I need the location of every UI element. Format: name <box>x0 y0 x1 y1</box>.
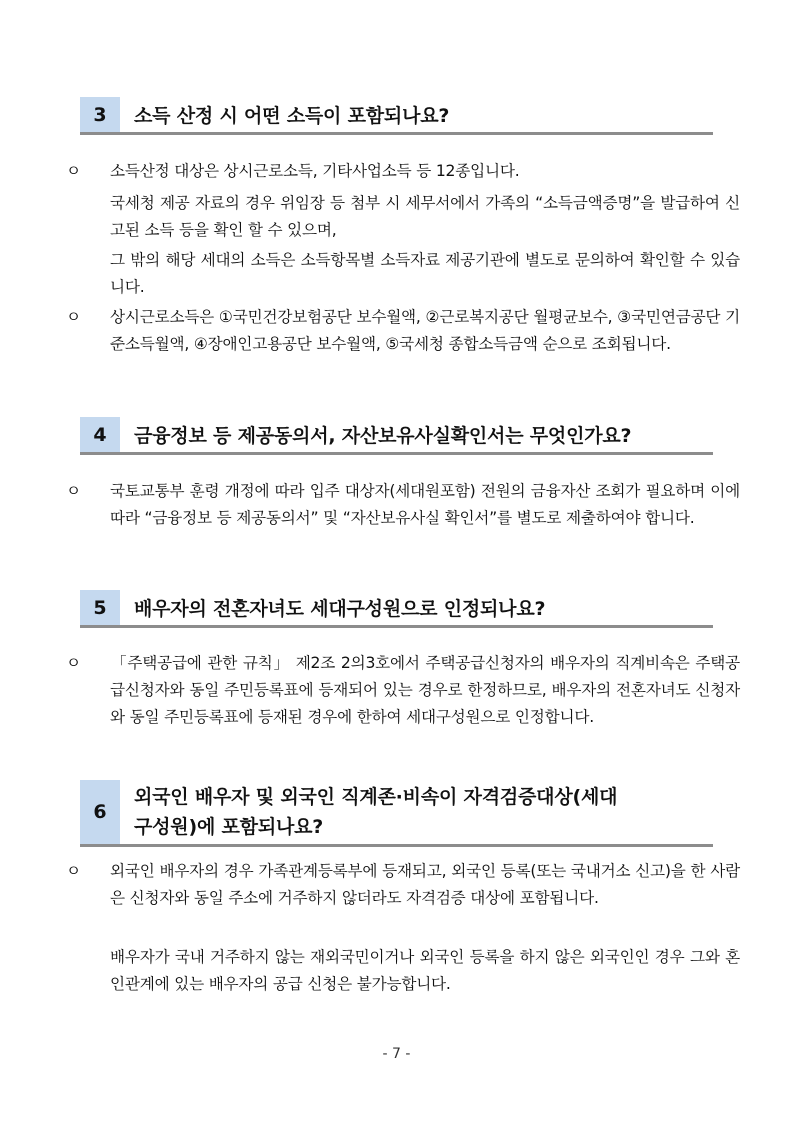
paragraph <box>66 478 740 532</box>
section-title-line-1: 외국인 배우자 및 외국인 직계존·비속이 자격검증대상(세대 <box>134 786 618 808</box>
paragraph-text: 「주택공급에 관한 규칙」 제2조 2의3호에서 주택공급신청자의 배우자의 직계비속은 주택공급신청자와 동일 주민등록표에 등재되어 있는 경우로 한정하므로, 배우자의 전혼자녀도 신청자와 동일 주민등록표에 등재된 경우에 한하여 세대구성원으로 인정합니다. <box>110 654 740 726</box>
section-3-header <box>80 97 713 135</box>
section-4-header <box>80 417 713 455</box>
section-6-header <box>80 780 713 847</box>
paragraph <box>66 858 740 912</box>
section-title: 금융정보 등 제공동의서, 자산보유사실확인서는 무엇인가요? <box>134 425 632 447</box>
bullet: ㅇ <box>66 482 81 500</box>
paragraph <box>66 304 740 358</box>
bullet: ㅇ <box>66 308 81 326</box>
section-title <box>120 780 713 844</box>
section-title-line-2: 구성원)에 포함되나요? <box>134 816 324 838</box>
bullet: ㅇ <box>66 654 81 672</box>
paragraph-text: 상시근로소득은 ①국민건강보험공단 보수월액, ②근로복지공단 월평균보수, ③국민연금공단 기준소득월액, ④장애인고용공단 보수월액, ⑤국세청 종합소득금액 순으로 조회됩니다. <box>110 308 740 353</box>
section-title: 소득 산정 시 어떤 소득이 포함되나요? <box>134 105 450 127</box>
section-number: 4 <box>80 417 120 452</box>
section-5-header <box>80 590 713 628</box>
paragraph-text: 외국인 배우자의 경우 가족관계등록부에 등재되고, 외국인 등록(또는 국내거소 신고)을 한 사람은 신청자와 동일 주소에 거주하지 않더라도 자격검증 대상에 포함됩니다. <box>110 862 740 907</box>
paragraph <box>88 944 740 998</box>
paragraph-text: 국토교통부 훈령 개정에 따라 입주 대상자(세대원포함) 전원의 금융자산 조회가 필요하며 이에 따라 “금융정보 등 제공동의서” 및 “자산보유사실 확인서”를 별도로 제출하여야 합니다. <box>110 482 740 527</box>
paragraph-text: 배우자가 국내 거주하지 않는 재외국민이거나 외국인 등록을 하지 않은 외국인인 경우 그와 혼인관계에 있는 배우자의 공급 신청은 불가능합니다. <box>110 948 740 993</box>
page-number: - 7 - <box>382 1046 411 1062</box>
section-number: 5 <box>80 590 120 625</box>
paragraph <box>66 650 740 731</box>
bullet: ㅇ <box>66 162 81 180</box>
paragraph-text: 소득산정 대상은 상시근로소득, 기타사업소득 등 12종입니다. <box>110 162 520 180</box>
paragraph <box>66 158 740 185</box>
section-number: 3 <box>80 97 120 132</box>
paragraph-text: 국세청 제공 자료의 경우 위임장 등 첨부 시 세무서에서 가족의 “소득금액증명”을 발급하여 신고된 소득 등을 확인 할 수 있으며, <box>110 194 740 239</box>
paragraph <box>88 190 740 244</box>
bullet: ㅇ <box>66 862 81 880</box>
paragraph <box>88 247 740 301</box>
section-title: 배우자의 전혼자녀도 세대구성원으로 인정되나요? <box>134 598 546 620</box>
paragraph-text: 그 밖의 해당 세대의 소득은 소득항목별 소득자료 제공기관에 별도로 문의하여 확인할 수 있습니다. <box>110 251 740 296</box>
section-number: 6 <box>80 780 120 844</box>
